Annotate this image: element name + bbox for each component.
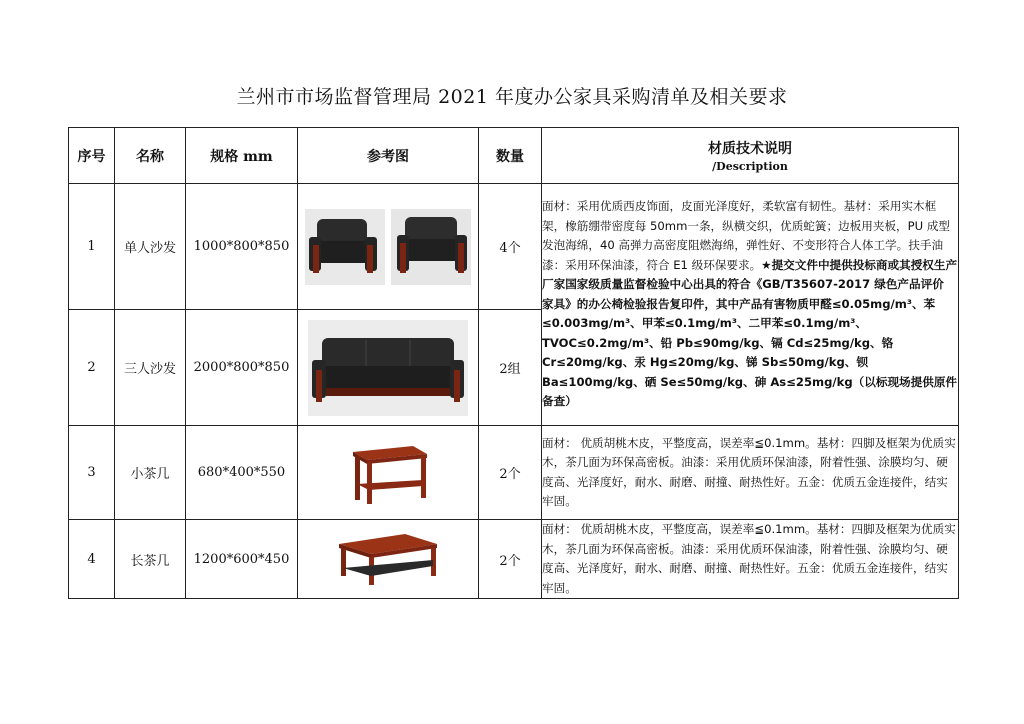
table-row xyxy=(69,184,959,310)
row-spec: 1200*600*450 xyxy=(186,520,298,599)
three-seat-sofa-image xyxy=(308,320,468,416)
header-description xyxy=(542,128,959,184)
small-tea-table-photo xyxy=(298,426,479,520)
small-tea-table-image xyxy=(343,440,433,506)
single-sofa-photo xyxy=(298,184,479,310)
header-description-cn: 材质技术说明 xyxy=(708,141,792,157)
sofa-description-text: 面材：采用优质西皮饰面，皮面光泽度好，柔软富有韧性。基材：采用实木框架，橡筋绷带密度每 50mm一条，纵横交织，优质蛇簧；边板用夹板，PU 成型发泡海绵，40 高弹力高密度阻燃海绵，弹性好、不变形符合人体工学。扶手油漆：采用环保油漆，符合 E1 级环保要求。 xyxy=(542,199,951,272)
row-name: 长茶几 xyxy=(115,520,186,599)
header-name: 名称 xyxy=(115,128,186,184)
three-seat-sofa-photo xyxy=(298,310,479,426)
row-qty: 2个 xyxy=(479,426,542,520)
row-index: 3 xyxy=(69,426,115,520)
header-index: 序号 xyxy=(69,128,115,184)
row-qty: 2组 xyxy=(479,310,542,426)
table-row xyxy=(69,520,959,599)
row-spec: 2000*800*850 xyxy=(186,310,298,426)
long-table-description: 面材： 优质胡桃木皮，平整度高，误差率≦0.1mm。基材：四脚及框架为优质实木，茶几面为环保高密板。油漆：采用优质环保油漆，附着性强、涂膜均匀、硬度高、光泽度好，耐水、耐磨、耐撞、耐热性好。五金：优质五金连接件，结实牢固。 xyxy=(542,520,959,599)
sofa-description xyxy=(542,184,959,426)
header-spec: 规格 mm xyxy=(186,128,298,184)
table-header-row xyxy=(69,128,959,184)
row-qty: 4个 xyxy=(479,184,542,310)
table-row xyxy=(69,426,959,520)
header-image: 参考图 xyxy=(298,128,479,184)
row-name: 三人沙发 xyxy=(115,310,186,426)
row-index: 4 xyxy=(69,520,115,599)
row-spec: 1000*800*850 xyxy=(186,184,298,310)
procurement-table xyxy=(68,127,959,599)
row-index: 1 xyxy=(69,184,115,310)
row-spec: 680*400*550 xyxy=(186,426,298,520)
header-description-en: /Description xyxy=(712,160,788,173)
row-name: 小茶几 xyxy=(115,426,186,520)
header-qty: 数量 xyxy=(479,128,542,184)
row-index: 2 xyxy=(69,310,115,426)
single-sofa-image xyxy=(305,209,471,285)
sofa-description-requirement: ★提交文件中提供投标商或其授权生产厂家国家级质量监督检验中心出具的符合《GB/T35607-2017 绿色产品评价 家具》的办公椅检验报告复印件，其中产品有害物质甲醛≤0.05mg/m³、苯≤0.003mg/m³、甲苯≤0.1mg/m³、二甲苯≤0.1mg/m³、TVOC≤0.2mg/m³、铅 Pb≤90mg/kg、镉 Cd≤25mg/kg、铬 Cr≤20mg/kg、汞 Hg≤20mg/kg、锑 Sb≤50mg/kg、钡 Ba≤100mg/kg、硒 Se≤50mg/kg、砷 As≤25mg/kg（以标现场提供原件备查） xyxy=(542,257,958,409)
long-tea-table-image xyxy=(335,530,441,588)
row-qty: 2个 xyxy=(479,520,542,599)
small-table-description: 面材： 优质胡桃木皮，平整度高，误差率≦0.1mm。基材：四脚及框架为优质实木，茶几面为环保高密板。油漆：采用优质环保油漆，附着性强、涂膜均匀、硬度高、光泽度好，耐水、耐磨、耐撞、耐热性好。五金：优质五金连接件，结实牢固。 xyxy=(542,426,959,520)
long-tea-table-photo xyxy=(298,520,479,599)
row-name: 单人沙发 xyxy=(115,184,186,310)
document-title: 兰州市市场监督管理局 2021 年度办公家具采购清单及相关要求 xyxy=(236,86,788,108)
